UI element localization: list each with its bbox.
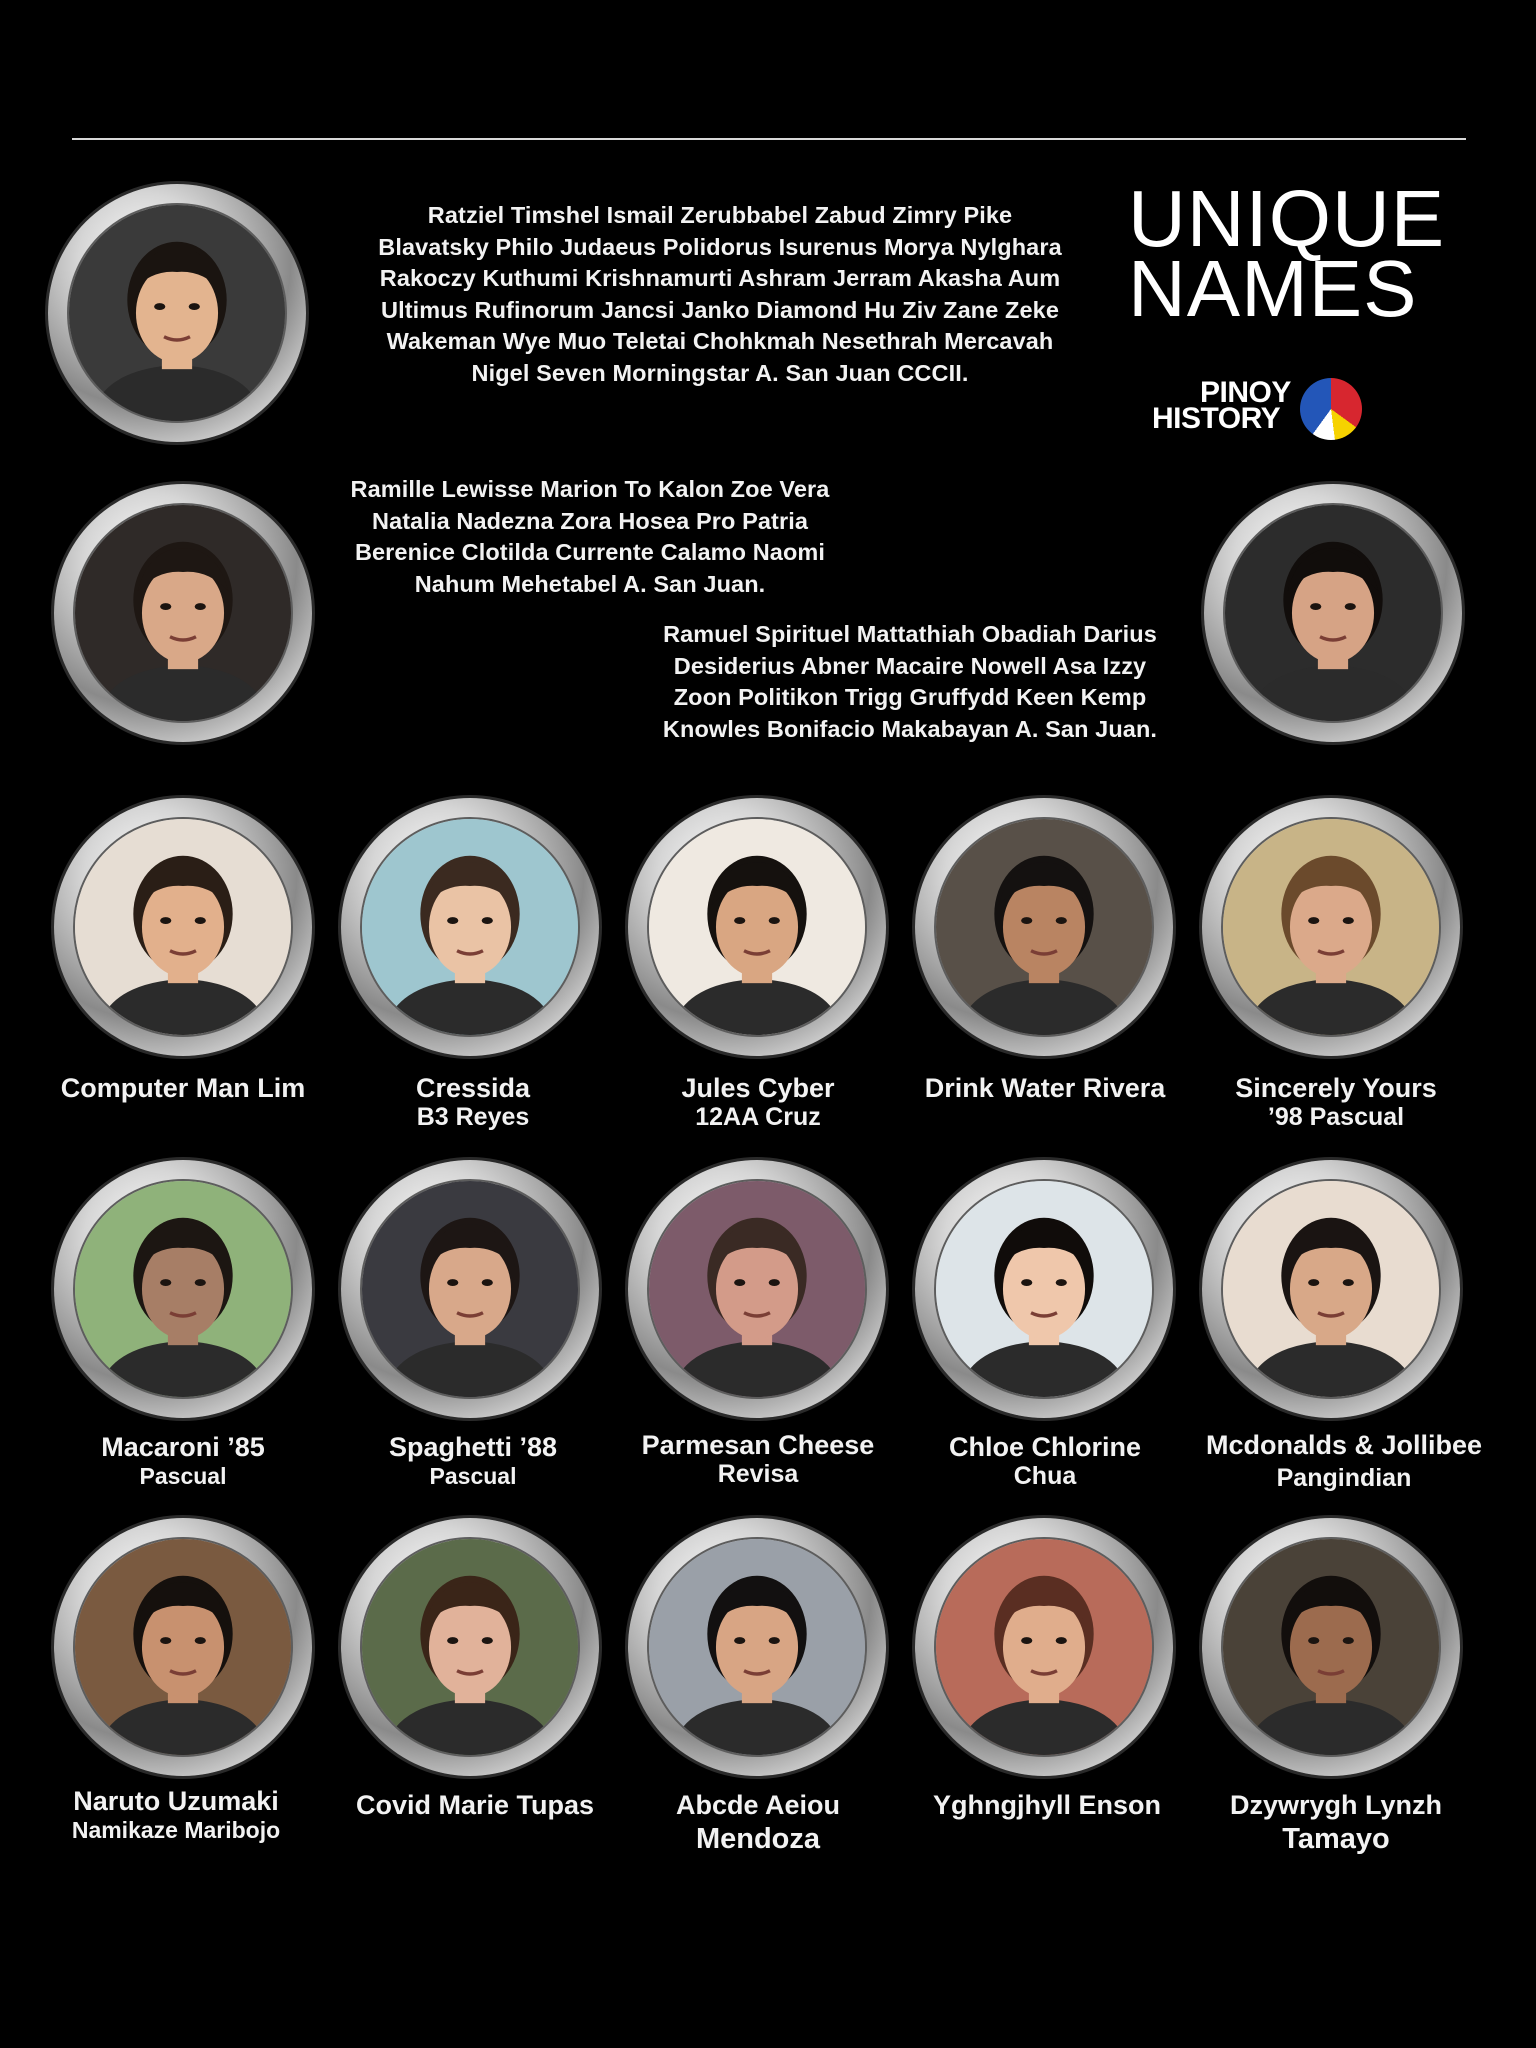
person-surname: ’98 Pascual — [1267, 1103, 1405, 1131]
person-caption — [325, 1790, 625, 1820]
featured-name-2 — [310, 474, 870, 600]
featured-1-line: Ultimus Rufinorum Jancsi Janko Diamond Hu Ziv Zane Zeke — [381, 296, 1059, 323]
portrait-photo — [362, 1181, 578, 1397]
person-name: Jules Cyber — [681, 1073, 835, 1103]
person-caption — [608, 1073, 908, 1132]
avatar-featured-3 — [1204, 484, 1462, 742]
person-name: Abcde Aeiou — [675, 1790, 841, 1820]
portrait-photo — [936, 819, 1152, 1035]
avatar-person-5 — [1202, 798, 1460, 1056]
person-surname: Chua — [1013, 1462, 1077, 1490]
top-divider — [72, 138, 1466, 140]
person-caption — [608, 1790, 908, 1858]
person-name: Spaghetti ’88 — [388, 1432, 558, 1462]
portrait-photo — [649, 1181, 865, 1397]
person-name: Parmesan Cheese — [641, 1430, 875, 1460]
portrait-photo — [649, 819, 865, 1035]
avatar-featured-1 — [48, 184, 306, 442]
person-name: Naruto Uzumaki — [73, 1786, 279, 1816]
featured-name-3 — [600, 619, 1220, 745]
featured-2-line: Ramille Lewisse Marion To Kalon Zoe Vera — [350, 476, 830, 502]
featured-3-line: Ramuel Spirituel Mattathiah Obadiah Darius — [663, 621, 1157, 647]
avatar-person-10 — [1202, 1160, 1460, 1418]
avatar-person-6 — [54, 1160, 312, 1418]
portrait-photo — [362, 819, 578, 1035]
portrait-photo — [649, 1539, 865, 1755]
person-surname: 12AA Cruz — [695, 1103, 821, 1131]
avatar-person-9 — [915, 1160, 1173, 1418]
featured-3-line: Knowles Bonifacio Makabayan A. San Juan. — [662, 715, 1158, 742]
person-caption — [33, 1073, 333, 1103]
person-caption — [897, 1790, 1197, 1820]
featured-1-line: Blavatsky Philo Judaeus Polidorus Isurenus Morya Nylghara — [378, 233, 1062, 260]
philippine-flag-icon — [1300, 378, 1362, 440]
person-name: Macaroni ’85 — [101, 1432, 265, 1462]
avatar-person-4 — [915, 798, 1173, 1056]
person-name: Covid Marie Tupas — [355, 1790, 595, 1820]
portrait-photo — [936, 1181, 1152, 1397]
person-name: Cressida — [415, 1073, 531, 1103]
avatar-person-15 — [1202, 1518, 1460, 1776]
person-surname: Pascual — [429, 1463, 517, 1489]
person-name: Sincerely Yours — [1235, 1073, 1437, 1103]
person-surname: B3 Reyes — [416, 1103, 530, 1131]
avatar-person-2 — [341, 798, 599, 1056]
person-surname: Pascual — [139, 1463, 227, 1489]
avatar-person-3 — [628, 798, 886, 1056]
person-caption — [1186, 1790, 1486, 1858]
person-name: Chloe Chlorine — [948, 1432, 1141, 1462]
featured-2-line: Berenice Clotilda Currente Calamo Naomi — [354, 539, 826, 565]
person-surname: Mendoza — [695, 1823, 821, 1855]
person-caption — [26, 1786, 326, 1845]
title-line-1: UNIQUE — [1128, 174, 1446, 263]
avatar-person-12 — [341, 1518, 599, 1776]
featured-3-line: Zoon Politikon Trigg Gruffydd Keen Kemp — [673, 684, 1147, 710]
person-caption — [323, 1073, 623, 1132]
featured-3-line: Desiderius Abner Macaire Nowell Asa Izzy — [673, 652, 1147, 679]
person-name: Dzywrygh Lynzh — [1229, 1790, 1443, 1820]
avatar-person-8 — [628, 1160, 886, 1418]
portrait-photo — [936, 1539, 1152, 1755]
featured-2-line: Nahum Mehetabel A. San Juan. — [414, 570, 766, 597]
featured-name-1 — [330, 200, 1110, 389]
person-caption — [608, 1430, 908, 1489]
portrait-photo — [75, 505, 291, 721]
featured-1-line: Wakeman Wye Muo Teletai Chohkmah Nesethrah Mercavah — [386, 328, 1054, 354]
person-caption — [1186, 1073, 1486, 1132]
featured-1-line: Rakoczy Kuthumi Krishnamurti Ashram Jerram Akasha Aum — [379, 265, 1061, 291]
portrait-photo — [1225, 505, 1441, 721]
title-line-2: NAMES — [1128, 244, 1418, 333]
avatar-featured-2 — [54, 484, 312, 742]
person-surname: Pangindian — [1276, 1464, 1412, 1492]
portrait-photo — [69, 205, 285, 421]
person-name: Mcdonalds & Jollibee — [1205, 1430, 1483, 1460]
portrait-photo — [75, 1181, 291, 1397]
avatar-person-7 — [341, 1160, 599, 1418]
person-caption — [33, 1432, 333, 1491]
person-name: Drink Water Rivera — [924, 1073, 1166, 1103]
featured-1-line: Nigel Seven Morningstar A. San Juan CCCII. — [471, 359, 969, 386]
featured-2-line: Natalia Nadezna Zora Hosea Pro Patria — [372, 507, 808, 534]
portrait-photo — [1223, 1181, 1439, 1397]
avatar-person-13 — [628, 1518, 886, 1776]
portrait-photo — [75, 1539, 291, 1755]
pinoy-history-logo — [1150, 374, 1370, 444]
person-surname: Namikaze Maribojo — [71, 1817, 281, 1843]
person-caption — [1194, 1430, 1494, 1496]
person-surname: Tamayo — [1282, 1823, 1390, 1855]
person-caption — [895, 1432, 1195, 1491]
avatar-person-1 — [54, 798, 312, 1056]
person-caption — [323, 1432, 623, 1491]
logo-text-line-2: HISTORY — [1152, 402, 1281, 435]
featured-1-line: Ratziel Timshel Ismail Zerubbabel Zabud Zimry Pike — [427, 202, 1013, 228]
portrait-photo — [1223, 1539, 1439, 1755]
page-title — [1128, 174, 1448, 333]
person-name: Computer Man Lim — [60, 1073, 306, 1103]
portrait-photo — [1223, 819, 1439, 1035]
person-surname: Revisa — [717, 1460, 799, 1488]
person-name: Yghngjhyll Enson — [933, 1790, 1161, 1820]
avatar-person-11 — [54, 1518, 312, 1776]
logo-text-line-1: PINOY — [1200, 376, 1291, 409]
person-caption — [895, 1073, 1195, 1103]
portrait-photo — [75, 819, 291, 1035]
portrait-photo — [362, 1539, 578, 1755]
avatar-person-14 — [915, 1518, 1173, 1776]
